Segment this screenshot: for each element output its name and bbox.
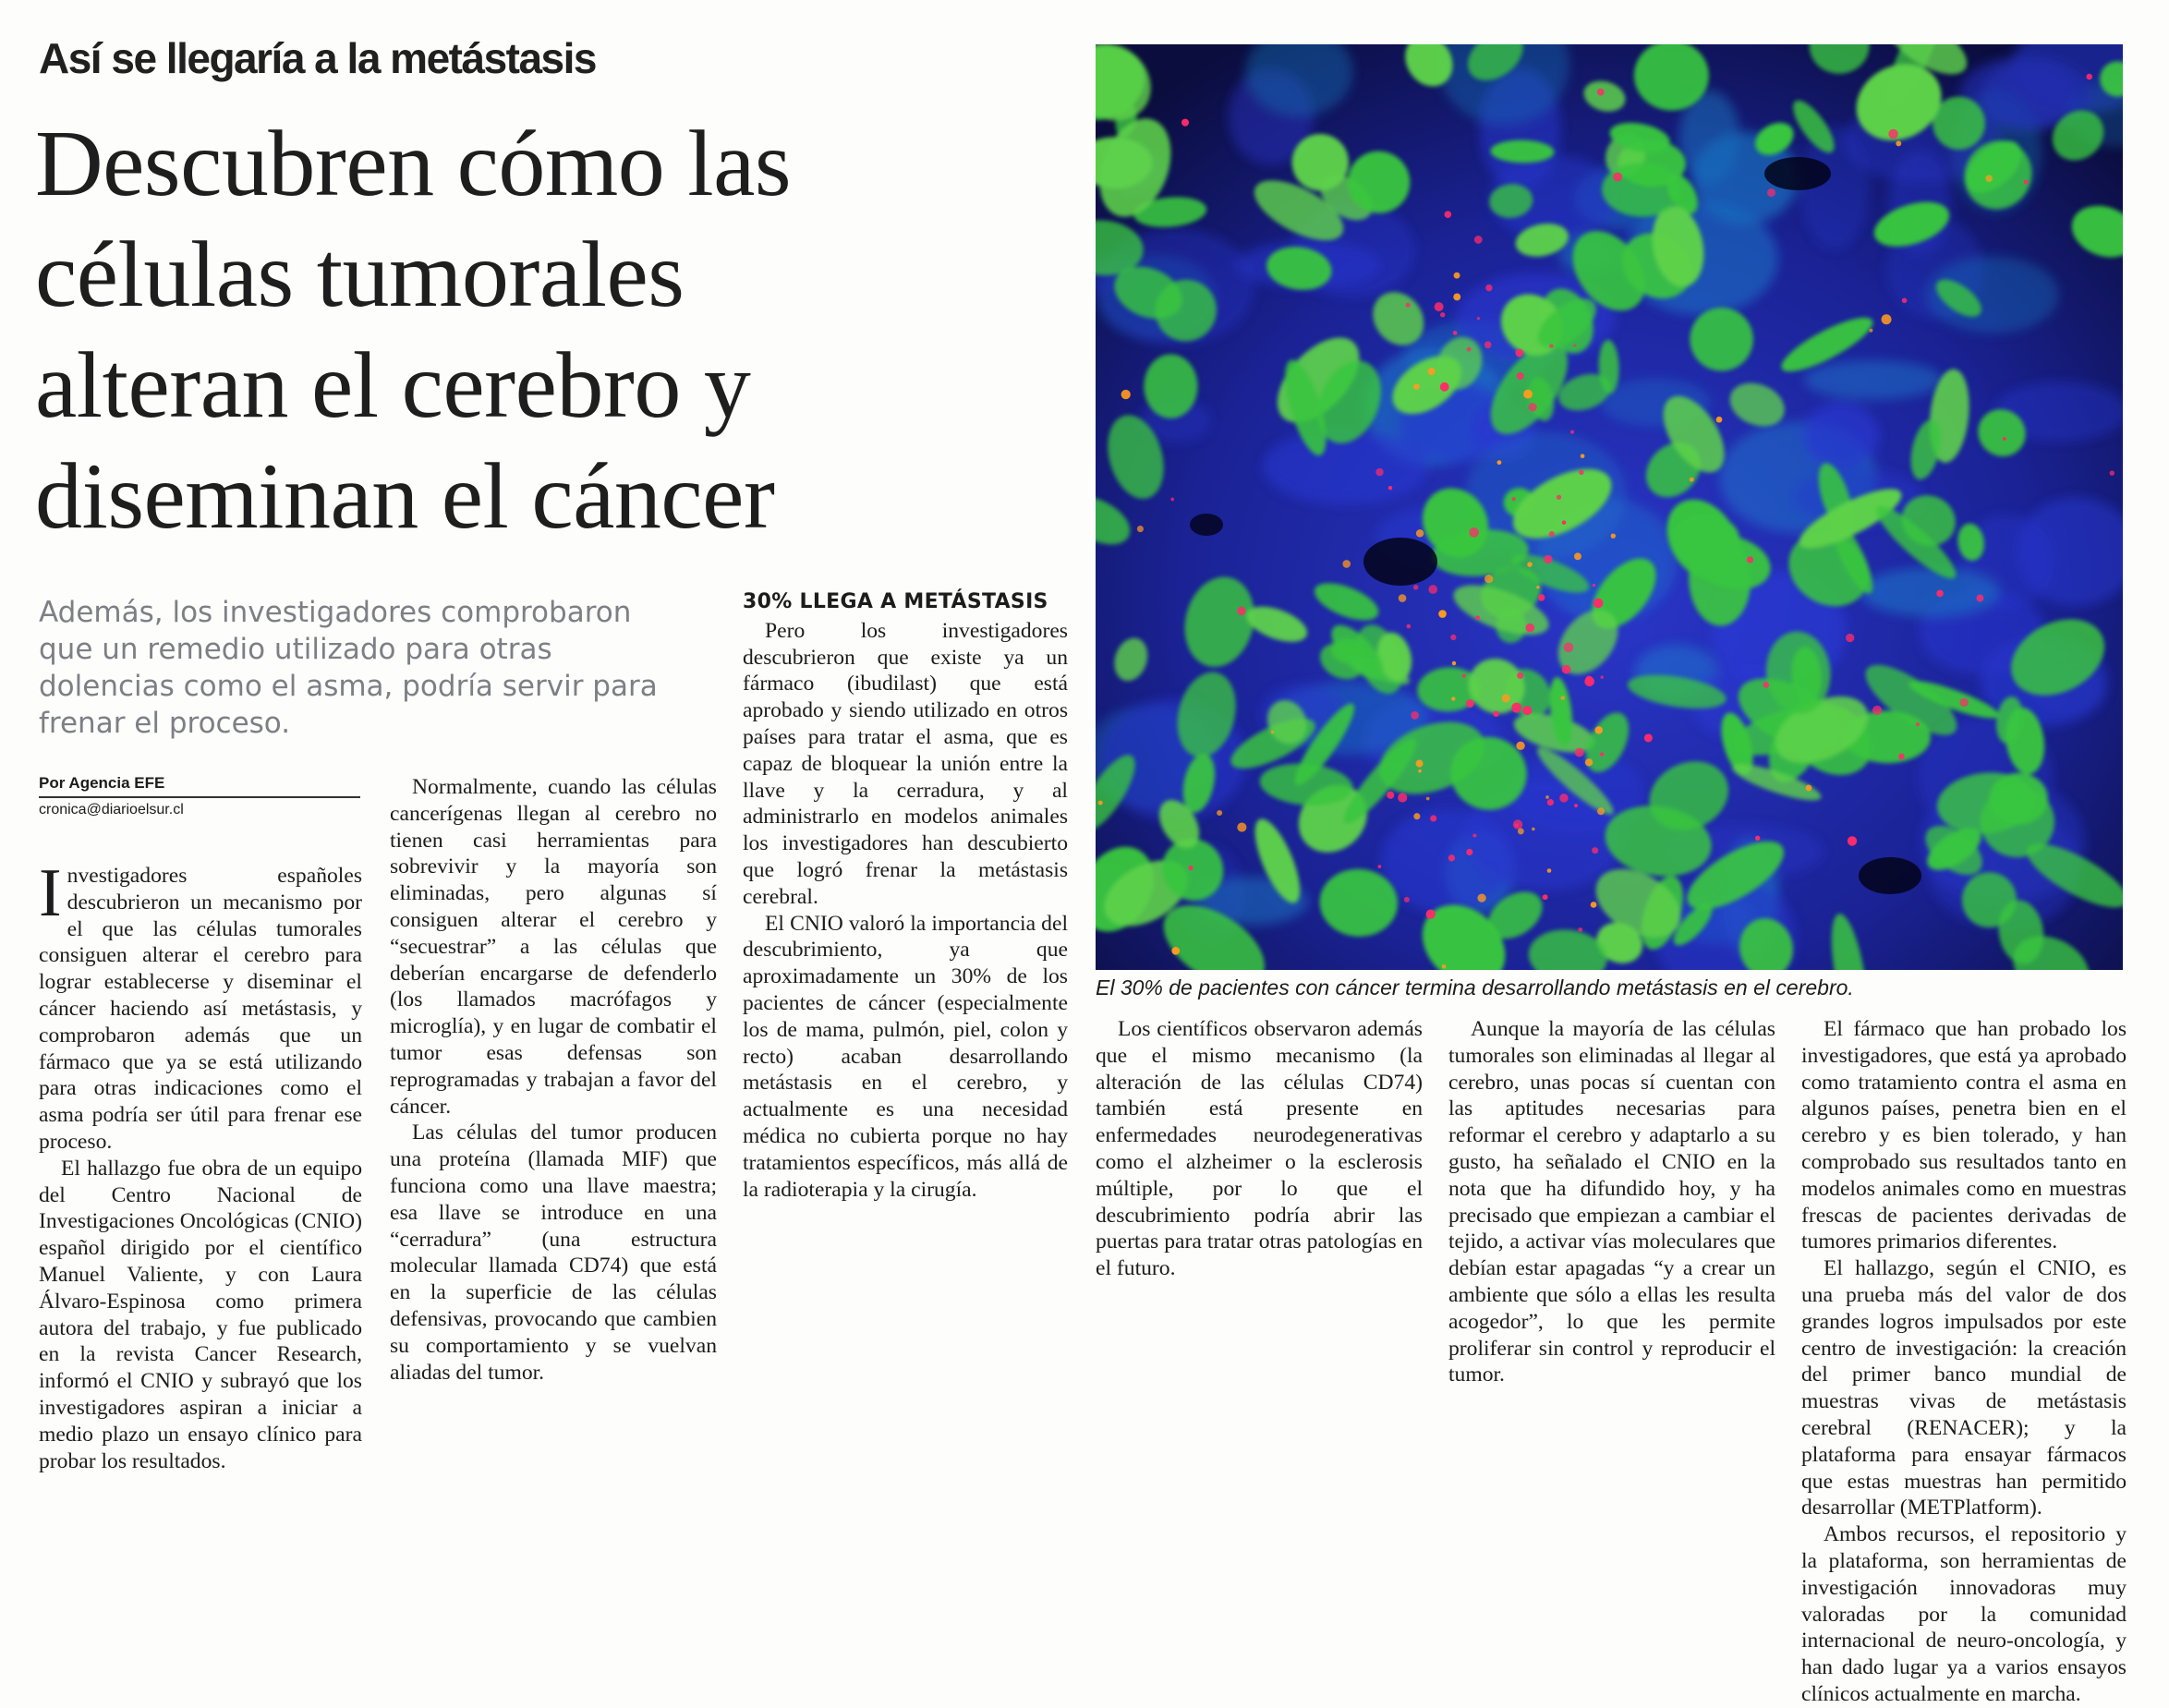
paragraph: El hallazgo fue obra de un equipo del Centro Nacional de Investigaciones Oncológicas (CNIO) español dirigido por el científico Manuel Valiente, y con Laura Álvaro-Espinosa como primera autora del trabajo, y fue publicado en la revista Cancer Research, informó el CNIO y subrayó que los investigadores aspiran a iniciar a medio plazo un ensayo clínico para probar los resultados.	[39, 1156, 362, 1473]
paragraph	[39, 855, 362, 1156]
drop-cap: I	[39, 855, 62, 931]
microscopy-photo	[1096, 44, 2123, 970]
section-subhead: 30% LLEGA A METÁSTASIS	[743, 590, 1048, 613]
paragraph: El fármaco que han probado los investigadores, que está ya aprobado como tratamiento contra el asma en algunos países, penetra bien en el cerebro y es bien tolerado, y han comprobado sus resultados tanto en modelos animales como en muestras frescas de pacientes derivadas de tumores primarios diferentes.	[1801, 1017, 2127, 1254]
photo-caption: El 30% de pacientes con cáncer termina desarrollando metástasis en el cerebro.	[1096, 975, 1854, 999]
column-6	[1801, 1016, 2127, 1708]
headline-line: alteran el cerebro y	[35, 333, 751, 438]
headline	[35, 109, 1070, 552]
paragraph: Aunque la mayoría de las células tumorales son eliminadas al llegar al cerebro, unas pocas sí cuentan con las aptitudes necesarias para reformar el cerebro y adaptarlo a su gusto, ha señalado el CNIO en la nota que ha difundido hoy, y ha precisado que empiezan a cambiar el tejido, a activar vías moleculares que debían estar apagadas “y a crear un ambiente que sólo a ellas les resulta acogedor”, lo que les permite proliferar sin control y reproducir el tumor.	[1448, 1017, 1775, 1387]
column-1	[39, 855, 362, 1474]
lede-line: frenar el proceso.	[39, 707, 291, 740]
byline-author: Por Agencia EFE	[39, 774, 360, 798]
column-5	[1448, 1016, 1775, 1388]
microscopy-image	[1096, 44, 2123, 970]
headline-line: células tumorales	[35, 223, 685, 327]
lede-line: dolencias como el asma, podría servir para	[39, 670, 658, 703]
paragraph-text: nvestigadores españoles descubrieron un mecanismo por el que las células tumorales consiguen alterar el cerebro para lograr establecerse y diseminar el cáncer haciendo así metástasis, y comprobaron además que un fármaco que ya se está utilizando para otras indicaciones como el asma podría ser útil para frenar ese proceso.	[39, 864, 362, 1154]
lede-line: Además, los investigadores comprobaron	[39, 596, 632, 629]
byline-email[interactable]: cronica@diarioelsur.cl	[39, 802, 184, 818]
paragraph: Ambos recursos, el repositorio y la plataforma, son herramientas de investigación innovadoras muy valoradas por la comunidad internacional de neuro-oncología, y han dado lugar ya a varios ensayos clínicos actualmente en marcha.	[1801, 1522, 2127, 1706]
paragraph: El hallazgo, según el CNIO, es una prueba más del valor de dos grandes logros impulsados por este centro de investigación: la creación del primer banco mundial de muestras vivas de metástasis cerebral (RENACER); y la plataforma para ensayar fármacos que estas muestras han permitido desarrollar (METPlatform).	[1801, 1256, 2127, 1520]
paragraph: El CNIO valoró la importancia del descubrimiento, ya que aproximadamente un 30% de los pacientes de cáncer (especialmente los de mama, pulmón, piel, colon y recto) acaban desarrollando metástasis en el cerebro, y actualmente es una necesidad médica no cubierta porque no hay tratamientos específicos, más allá de la radioterapia y la cirugía.	[743, 911, 1068, 1202]
column-4	[1096, 1016, 1423, 1282]
paragraph: Las células del tumor producen una proteína (llamada MIF) que funciona como una llave maestra; esa llave se introduce en una “cerradura” (una estructura molecular llamada CD74) que está en la superficie de las células defensivas, provocando que cambien su comportamiento y se vuelvan aliadas del tumor.	[390, 1120, 717, 1385]
paragraph: Pero los investigadores descubrieron que existe ya un fármaco (ibudilast) que está aprobado y siendo utilizado en otros países para tratar el asma, que es capaz de bloquear la unión entre la llave y la cerradura, y al administrarlo en modelos animales los investigadores han descubierto que logró frenar la metástasis cerebral.	[743, 618, 1068, 909]
paragraph: Los científicos observaron además que el mismo mecanismo (la alteración de las células CD74) también está presente en enfermedades neurodegenerativas como el alzheimer o la esclerosis múltiple, por lo que el descubrimiento podría abrir las puertas para tratar otras patologías en el futuro.	[1096, 1017, 1423, 1281]
kicker: Así se llegaría a la metástasis	[39, 34, 597, 82]
paragraph: Normalmente, cuando las células cancerígenas llegan al cerebro no tienen casi herramientas para sobrevivir y la mayoría son eliminadas, pero algunas sí consiguen alterar el cerebro y “secuestrar” a las células que deberían encargarse de defenderlo (los llamados macrófagos y microglía), y en lugar de combatir el tumor esas defensas son reprogramadas y trabajan a favor del cáncer.	[390, 775, 717, 1119]
byline	[39, 774, 360, 818]
lede-line: que un remedio utilizado para otras	[39, 633, 552, 666]
column-3	[743, 589, 1068, 1203]
lede	[39, 594, 741, 742]
column-2	[390, 774, 717, 1386]
headline-line: Descubren cómo las	[35, 112, 792, 216]
headline-line: diseminan el cáncer	[35, 444, 775, 549]
